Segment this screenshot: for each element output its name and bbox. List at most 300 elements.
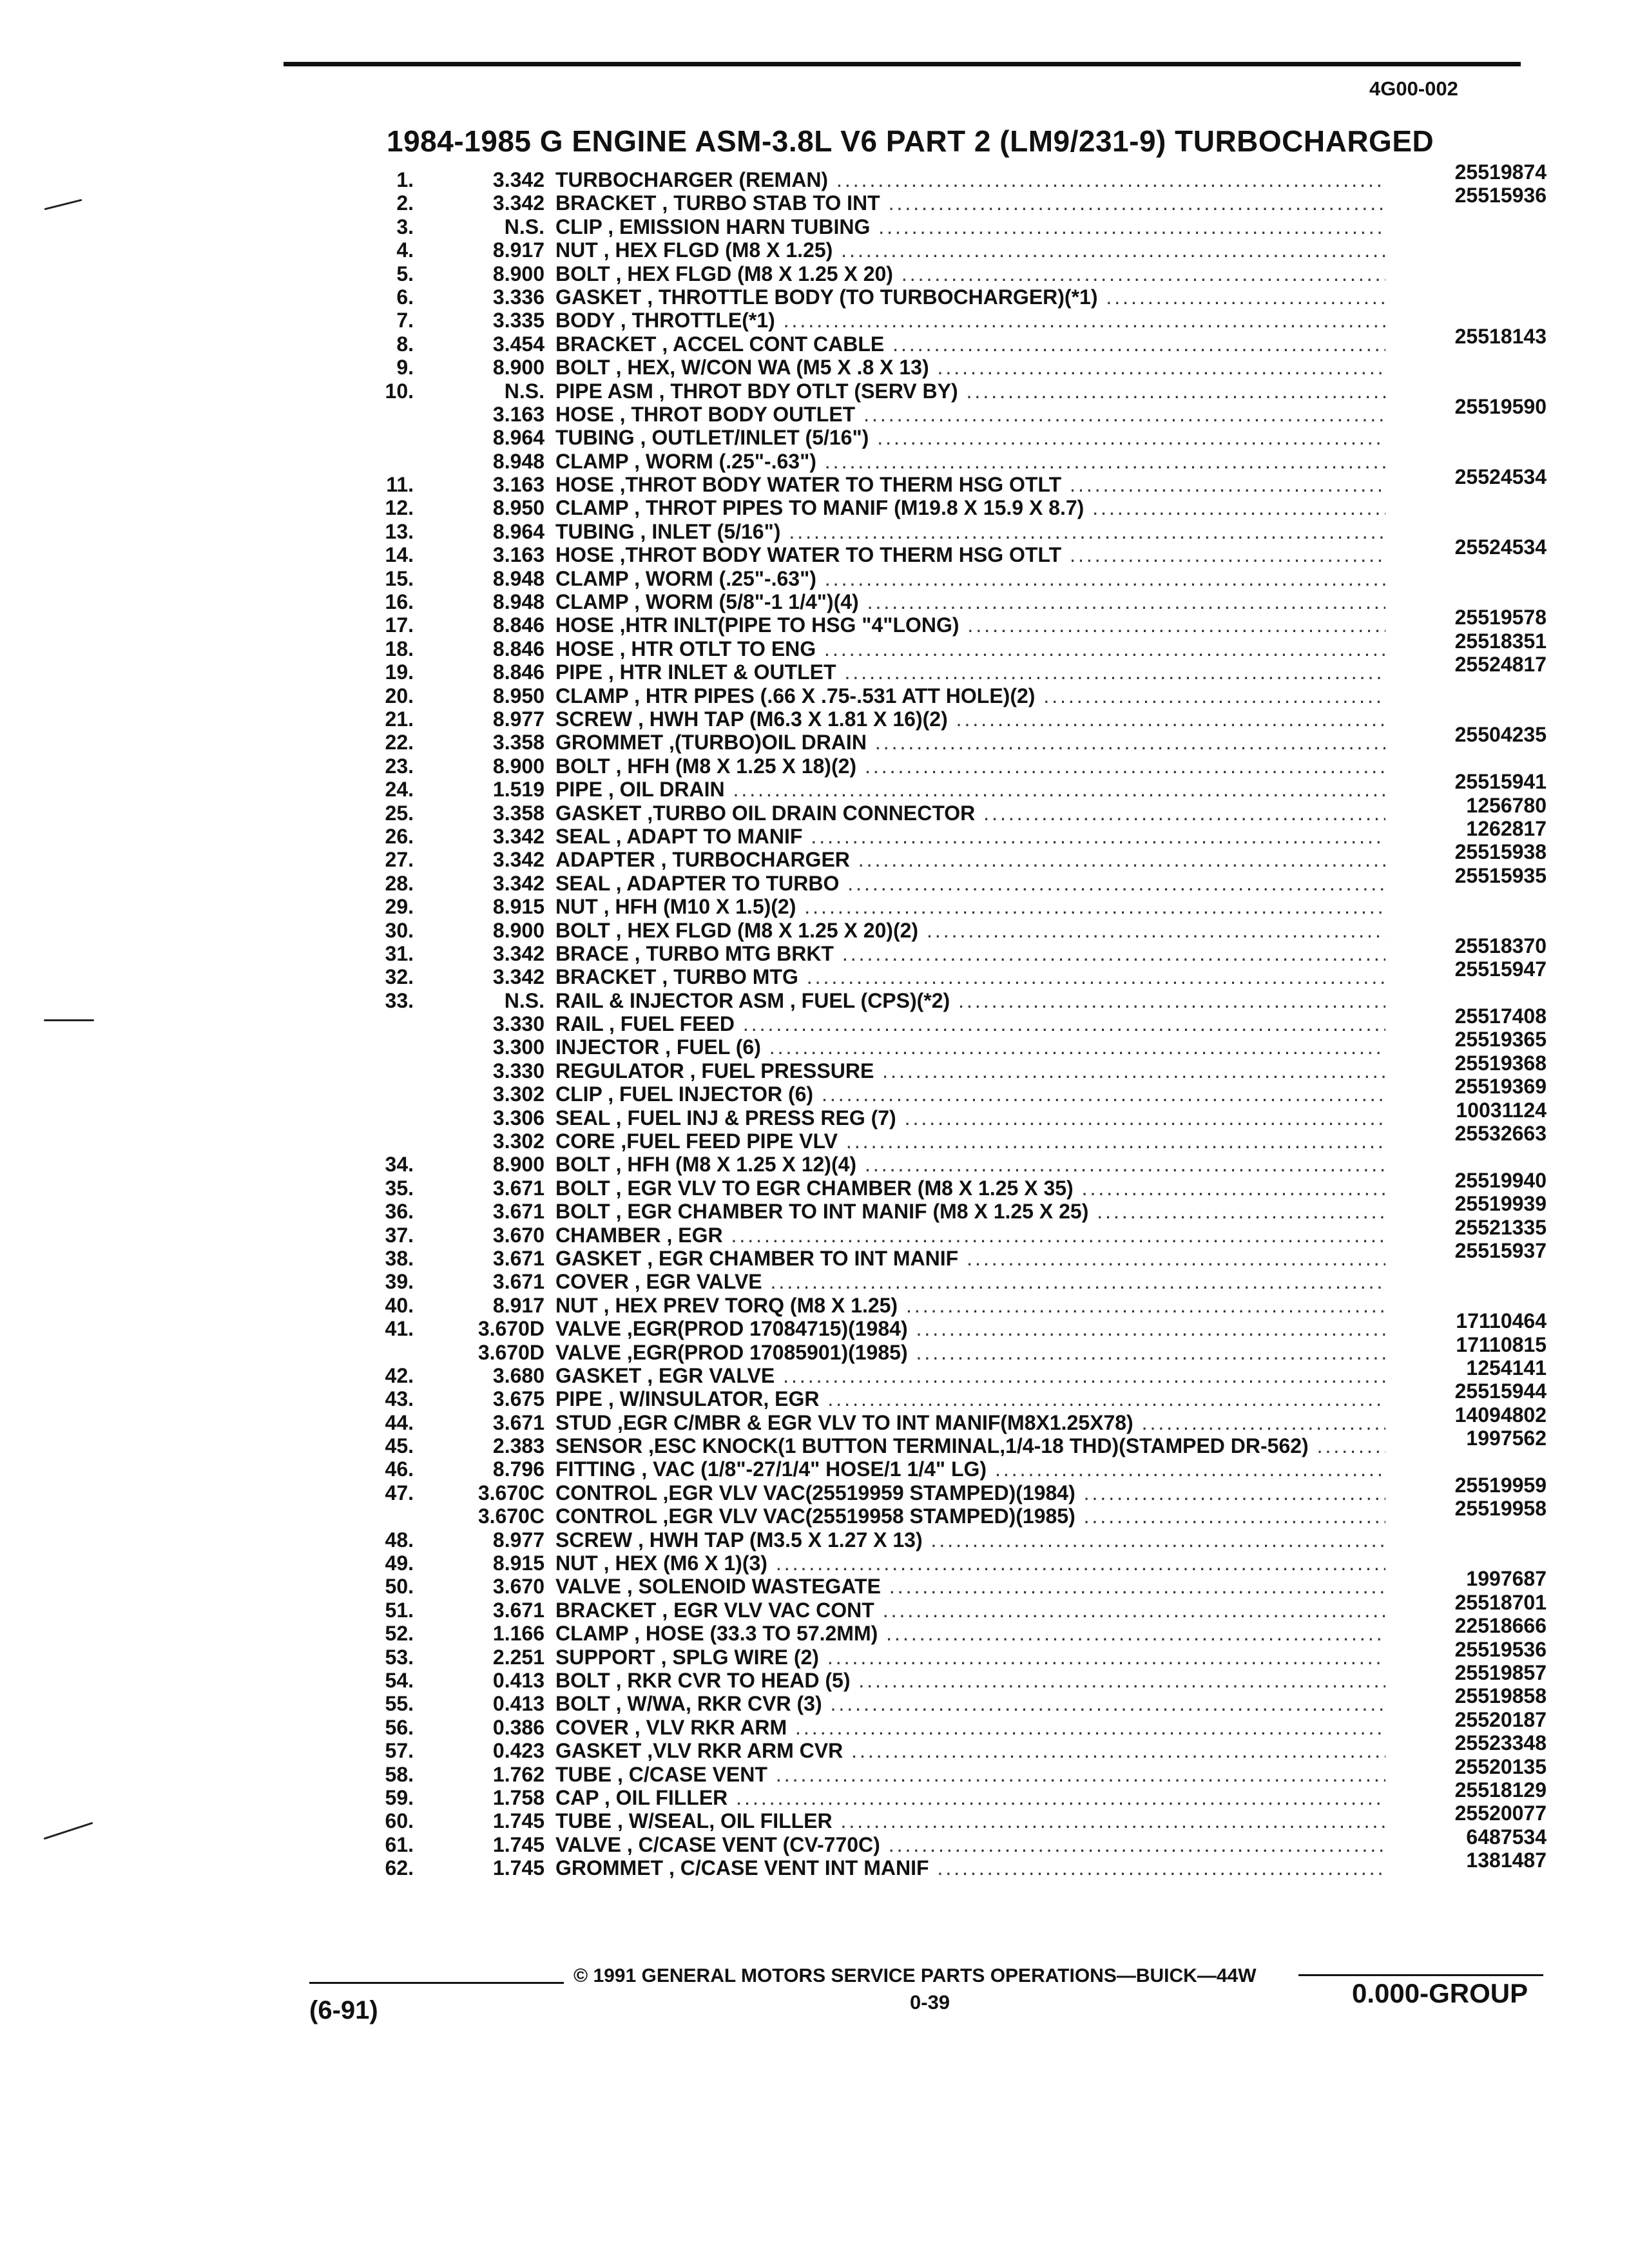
catalog-group: 0.423 (492, 1739, 545, 1763)
part-description: FITTING , VAC (1/8"-27/1/4" HOSE/1 1/4" LG) ..... (555, 1457, 1385, 1481)
part-description: CHAMBER , EGR ..... (555, 1224, 1385, 1247)
part-row (348, 1004, 1547, 1036)
part-description: BODY , THROTTLE(*1) ..... (555, 309, 1385, 332)
part-row (348, 1098, 1547, 1129)
catalog-group: 3.163 (492, 543, 545, 567)
item-number: 49. (385, 1552, 414, 1575)
copyright-notice: © 1991 GENERAL MOTORS SERVICE PARTS OPERATIONS—BUICK—44W (574, 1965, 1257, 1986)
part-description: PIPE ASM , THROT BDY OTLT (SERV BY) ..... (555, 380, 1385, 403)
item-number: 4. (396, 238, 414, 262)
part-number: 17110464 (1456, 1309, 1547, 1333)
item-number: 28. (385, 871, 414, 895)
part-row (348, 707, 1547, 731)
catalog-group: 3.670 (492, 1575, 545, 1599)
part-description: SCREW , HWH TAP (M6.3 X 1.81 X 16)(2) ..... (555, 707, 1385, 731)
part-description: GASKET ,VLV RKR ARM CVR ..... (555, 1739, 1385, 1762)
part-description: CLAMP , HTR PIPES (.66 X .75-.531 ATT HOLE)(2) ..... (555, 684, 1385, 707)
item-number: 26. (385, 824, 414, 848)
part-description: SEAL , ADAPT TO MANIF ..... (555, 825, 1385, 848)
part-description: RAIL , FUEL FEED ..... (555, 1012, 1385, 1035)
part-row (348, 1356, 1547, 1387)
part-description: ADAPTER , TURBOCHARGER ..... (555, 848, 1385, 871)
part-row (348, 1707, 1547, 1739)
item-number: 16. (385, 590, 414, 614)
item-number: 43. (385, 1387, 414, 1411)
part-row (348, 1153, 1547, 1176)
part-description: VALVE , SOLENOID WASTEGATE ..... (555, 1575, 1385, 1598)
catalog-group: 0.413 (492, 1669, 545, 1692)
catalog-group: N.S. (504, 988, 545, 1012)
part-row (348, 1590, 1547, 1622)
part-description: PIPE , HTR INLET & OUTLET ..... (555, 660, 1385, 684)
item-number: 25. (385, 801, 414, 825)
part-row (348, 1238, 1547, 1270)
part-description: RAIL & INJECTOR ASM , FUEL (CPS)(*2) ..... (555, 989, 1385, 1012)
part-number: 25524534 (1454, 465, 1547, 489)
part-row (348, 989, 1547, 1012)
catalog-group: 0.386 (492, 1715, 545, 1739)
part-row (348, 957, 1547, 989)
part-number: 25518701 (1454, 1590, 1547, 1614)
part-number: 25520135 (1454, 1754, 1547, 1778)
item-number: 47. (385, 1481, 414, 1504)
catalog-group: 8.948 (492, 449, 545, 473)
catalog-group: 8.948 (492, 566, 545, 590)
item-number: 13. (385, 519, 414, 543)
part-number: 1997687 (1466, 1567, 1547, 1591)
footer-rule-left (309, 1982, 564, 1984)
catalog-group: 8.964 (492, 426, 545, 450)
part-row (348, 567, 1547, 590)
part-number: 6487534 (1466, 1825, 1547, 1849)
part-number: 25515935 (1454, 863, 1547, 887)
part-description: BOLT , HEX FLGD (M8 X 1.25 X 20)(2) ..... (555, 919, 1385, 942)
part-number: 25515944 (1454, 1379, 1547, 1403)
part-description: TURBOCHARGER (REMAN) ..... (555, 168, 1385, 191)
part-number: 25519858 (1454, 1684, 1547, 1708)
catalog-group: 3.680 (492, 1363, 545, 1387)
part-description: CLAMP , THROT PIPES TO MANIF (M19.8 X 15.9 X 8.7) ..... (555, 496, 1385, 519)
item-number: 17. (385, 613, 414, 637)
catalog-group: 1.519 (492, 778, 545, 802)
part-number: 25519959 (1454, 1473, 1547, 1497)
part-description: BOLT , HEX, W/CON WA (M5 X .8 X 13) ..... (555, 356, 1385, 379)
item-number: 55. (385, 1692, 414, 1716)
catalog-group: 8.846 (492, 613, 545, 637)
item-number: 36. (385, 1200, 414, 1224)
part-row (348, 590, 1547, 613)
page-number: 0-39 (910, 1991, 950, 2013)
part-row (348, 863, 1547, 895)
item-number: 51. (385, 1598, 414, 1622)
item-number: 19. (385, 660, 414, 684)
part-number: 25515936 (1454, 184, 1547, 207)
margin-mark (44, 199, 82, 210)
part-number: 25519536 (1454, 1637, 1547, 1661)
item-number: 61. (385, 1832, 414, 1856)
catalog-group: 3.358 (492, 731, 545, 754)
part-description: CLAMP , WORM (5/8"-1 1/4")(4) ..... (555, 590, 1385, 613)
item-number: 2. (396, 191, 414, 215)
catalog-group: 2.383 (492, 1434, 545, 1458)
part-row (348, 1075, 1547, 1106)
catalog-group: 3.163 (492, 402, 545, 426)
part-row (348, 1473, 1547, 1504)
part-number: 25515937 (1454, 1238, 1547, 1262)
part-description: HOSE ,THROT BODY WATER TO THERM HSG OTLT ..... (555, 543, 1385, 566)
item-number: 18. (385, 637, 414, 660)
part-number: 25519365 (1454, 1028, 1547, 1052)
part-description: CLAMP , WORM (.25"-.63") ..... (555, 450, 1385, 473)
part-description: NUT , HEX FLGD (M8 X 1.25) ..... (555, 238, 1385, 262)
catalog-group: 2.251 (492, 1645, 545, 1669)
item-number: 37. (385, 1223, 414, 1247)
catalog-group: 3.670D (477, 1317, 545, 1341)
part-row (348, 465, 1547, 497)
item-number: 29. (385, 895, 414, 919)
part-row (348, 496, 1547, 519)
catalog-group: 3.342 (492, 871, 545, 895)
page-title: 1984-1985 G ENGINE ASM-3.8L V6 PART 2 (LM9/231-9) TURBOCHARGED (387, 124, 1434, 158)
item-number: 30. (385, 918, 414, 942)
part-number: 25519940 (1454, 1168, 1547, 1192)
catalog-group: 8.948 (492, 590, 545, 614)
part-number: 25517408 (1454, 1004, 1547, 1028)
catalog-group: 3.358 (492, 801, 545, 825)
catalog-group: 8.964 (492, 519, 545, 543)
part-description: TUBE , W/SEAL, OIL FILLER ..... (555, 1809, 1385, 1832)
item-number: 38. (385, 1246, 414, 1270)
part-description: SUPPORT , SPLG WIRE (2) ..... (555, 1646, 1385, 1669)
part-description: PIPE , OIL DRAIN ..... (555, 778, 1385, 801)
catalog-group: 3.670C (477, 1504, 545, 1528)
catalog-group: 8.900 (492, 1153, 545, 1177)
part-description: BRACE , TURBO MTG BRKT ..... (555, 942, 1385, 965)
catalog-group: 8.915 (492, 1552, 545, 1575)
part-description: BOLT , RKR CVR TO HEAD (5) ..... (555, 1669, 1385, 1692)
part-row (348, 919, 1547, 942)
part-number: 25518129 (1454, 1778, 1547, 1802)
item-number: 33. (385, 988, 414, 1012)
part-row (348, 793, 1547, 825)
part-row (348, 1684, 1547, 1716)
part-number: 10031124 (1456, 1098, 1547, 1122)
part-number: 25518370 (1454, 934, 1547, 957)
item-number: 7. (396, 309, 414, 332)
catalog-group: 3.671 (492, 1246, 545, 1270)
item-number: 10. (385, 379, 414, 403)
part-number: 25519958 (1454, 1497, 1547, 1521)
catalog-group: 3.670 (492, 1223, 545, 1247)
item-number: 14. (385, 543, 414, 567)
item-number: 50. (385, 1575, 414, 1599)
part-number: 1997562 (1466, 1427, 1547, 1450)
catalog-group: 1.745 (492, 1856, 545, 1880)
catalog-group: 8.900 (492, 754, 545, 778)
item-number: 56. (385, 1715, 414, 1739)
catalog-group: 1.745 (492, 1832, 545, 1856)
part-description: COVER , VLV RKR ARM ..... (555, 1716, 1385, 1739)
catalog-group: 3.342 (492, 848, 545, 872)
item-number: 58. (385, 1762, 414, 1786)
part-number: 1256780 (1466, 793, 1547, 817)
part-row (348, 1457, 1547, 1481)
part-description: BRACKET , TURBO MTG ..... (555, 965, 1385, 988)
part-description: CORE ,FUEL FEED PIPE VLV ..... (555, 1129, 1385, 1153)
item-number: 21. (385, 707, 414, 731)
part-description: NUT , HFH (M10 X 1.5)(2) ..... (555, 895, 1385, 918)
margin-mark (43, 1822, 93, 1840)
part-row (348, 840, 1547, 872)
part-row (348, 934, 1547, 965)
part-row (348, 394, 1547, 426)
item-number: 8. (396, 332, 414, 356)
catalog-group: 3.306 (492, 1106, 545, 1129)
part-description: BOLT , HFH (M8 X 1.25 X 18)(2) ..... (555, 754, 1385, 778)
item-number: 35. (385, 1176, 414, 1200)
part-row (348, 1168, 1547, 1200)
catalog-group: 3.302 (492, 1129, 545, 1153)
part-number: 25515947 (1454, 957, 1547, 981)
item-number: 12. (385, 496, 414, 520)
part-description: CONTROL ,EGR VLV VAC(25519959 STAMPED)(1984) ..... (555, 1481, 1385, 1504)
part-row (348, 1028, 1547, 1059)
part-row (348, 816, 1547, 848)
item-number: 3. (396, 215, 414, 238)
item-number: 23. (385, 754, 414, 778)
item-number: 54. (385, 1669, 414, 1692)
part-number: 25519590 (1454, 394, 1547, 418)
part-row (348, 262, 1547, 285)
part-number: 25515941 (1454, 770, 1547, 794)
part-row (348, 1497, 1547, 1528)
part-number: 14094802 (1454, 1403, 1547, 1427)
part-row (348, 629, 1547, 660)
part-description: CLIP , EMISSION HARN TUBING ..... (555, 215, 1385, 238)
part-number: 25519369 (1454, 1075, 1547, 1099)
part-row (348, 324, 1547, 356)
part-row (348, 215, 1547, 238)
part-number: 1381487 (1466, 1849, 1547, 1872)
part-description: GASKET , EGR VALVE ..... (555, 1364, 1385, 1387)
part-row (348, 1567, 1547, 1599)
part-row (348, 356, 1547, 379)
catalog-group: 8.977 (492, 707, 545, 731)
part-description: GROMMET ,(TURBO)OIL DRAIN ..... (555, 731, 1385, 754)
catalog-group: 3.330 (492, 1012, 545, 1036)
part-row (348, 1528, 1547, 1552)
part-row (348, 426, 1547, 449)
item-number: 24. (385, 778, 414, 802)
part-description: CLAMP , WORM (.25"-.63") ..... (555, 567, 1385, 590)
part-number: 25524817 (1454, 653, 1547, 677)
margin-mark (44, 1019, 94, 1021)
catalog-group: 3.670D (477, 1340, 545, 1364)
part-row (348, 1825, 1547, 1856)
part-description: TUBE , C/CASE VENT ..... (555, 1763, 1385, 1786)
catalog-group: 3.342 (492, 168, 545, 191)
part-number: 25521335 (1454, 1215, 1547, 1239)
part-description: CLAMP , HOSE (33.3 TO 57.2MM) ..... (555, 1622, 1385, 1645)
parts-list (348, 160, 1547, 1880)
item-number: 44. (385, 1410, 414, 1434)
part-number: 25504235 (1454, 723, 1547, 747)
item-number: 22. (385, 731, 414, 754)
page-code: 4G00-002 (1369, 77, 1458, 100)
part-row (348, 895, 1547, 918)
part-row (348, 1379, 1547, 1411)
item-number: 41. (385, 1317, 414, 1341)
item-number: 59. (385, 1785, 414, 1809)
part-number: 22518666 (1454, 1614, 1547, 1638)
part-number: 25518143 (1454, 324, 1547, 348)
part-row (348, 1637, 1547, 1669)
catalog-group: 3.671 (492, 1176, 545, 1200)
catalog-group: N.S. (504, 215, 545, 238)
item-number: 57. (385, 1739, 414, 1763)
catalog-group: 3.342 (492, 965, 545, 989)
part-description: VALVE ,EGR(PROD 17085901)(1985) ..... (555, 1341, 1385, 1364)
part-row (348, 653, 1547, 684)
catalog-group: 8.796 (492, 1457, 545, 1481)
catalog-group: 3.675 (492, 1387, 545, 1411)
group-label: 0.000-GROUP (1352, 1978, 1528, 2008)
item-number: 45. (385, 1434, 414, 1458)
item-number: 1. (396, 168, 414, 191)
part-row (348, 238, 1547, 262)
catalog-group: 3.454 (492, 332, 545, 356)
part-row (348, 1215, 1547, 1247)
catalog-group: 3.330 (492, 1059, 545, 1082)
part-row (348, 1294, 1547, 1317)
part-row (348, 1051, 1547, 1082)
part-description: SENSOR ,ESC KNOCK(1 BUTTON TERMINAL,1/4-18 THD)(STAMPED DR-562) ..... (555, 1434, 1385, 1457)
item-number: 40. (385, 1293, 414, 1317)
part-description: SEAL , FUEL INJ & PRESS REG (7) ..... (555, 1106, 1385, 1129)
part-description: CONTROL ,EGR VLV VAC(25519958 STAMPED)(1985) ..... (555, 1504, 1385, 1528)
part-row (348, 1552, 1547, 1575)
part-row (348, 1192, 1547, 1224)
item-number: 9. (396, 356, 414, 380)
item-number: 32. (385, 965, 414, 989)
part-row (348, 1332, 1547, 1364)
part-row (348, 1661, 1547, 1692)
catalog-group: 1.745 (492, 1809, 545, 1833)
part-number: 25520187 (1454, 1707, 1547, 1731)
part-number: 25519368 (1454, 1051, 1547, 1075)
part-row (348, 770, 1547, 802)
part-number: 25518351 (1454, 629, 1547, 653)
catalog-group: 8.977 (492, 1528, 545, 1552)
catalog-group: 3.335 (492, 309, 545, 332)
part-number: 25519578 (1454, 606, 1547, 629)
catalog-group: 8.917 (492, 1293, 545, 1317)
part-description: REGULATOR , FUEL PRESSURE ..... (555, 1059, 1385, 1082)
part-row (348, 160, 1547, 191)
catalog-group: 8.846 (492, 637, 545, 660)
catalog-group: 1.762 (492, 1762, 545, 1786)
part-number: 25520077 (1454, 1802, 1547, 1825)
item-number: 5. (396, 262, 414, 285)
part-row (348, 1403, 1547, 1434)
part-number: 1254141 (1466, 1356, 1547, 1379)
part-description: STUD ,EGR C/MBR & EGR VLV TO INT MANIF(M8X1.25X78) ..... (555, 1411, 1385, 1434)
part-description: COVER , EGR VALVE ..... (555, 1270, 1385, 1293)
catalog-group: 1.758 (492, 1785, 545, 1809)
catalog-group: 3.671 (492, 1410, 545, 1434)
catalog-group: 3.336 (492, 285, 545, 309)
item-number: 60. (385, 1809, 414, 1833)
part-description: HOSE ,HTR INLT(PIPE TO HSG "4"LONG) ..... (555, 613, 1385, 637)
part-description: BOLT , EGR VLV TO EGR CHAMBER (M8 X 1.25 X 35) ..... (555, 1177, 1385, 1200)
catalog-group: 8.950 (492, 684, 545, 707)
part-row (348, 309, 1547, 332)
part-number: 25524534 (1454, 535, 1547, 559)
part-row (348, 723, 1547, 754)
catalog-group: 3.671 (492, 1200, 545, 1224)
catalog-group: 3.163 (492, 473, 545, 497)
part-row (348, 1614, 1547, 1646)
catalog-group: 8.917 (492, 238, 545, 262)
part-description: INJECTOR , FUEL (6) ..... (555, 1035, 1385, 1059)
part-description: SEAL , ADAPTER TO TURBO ..... (555, 872, 1385, 895)
part-number: 25519874 (1454, 160, 1547, 184)
catalog-group: 0.413 (492, 1692, 545, 1716)
catalog-group: 8.900 (492, 356, 545, 380)
part-number: 25523348 (1454, 1731, 1547, 1755)
part-row (348, 380, 1547, 403)
item-number: 31. (385, 941, 414, 965)
catalog-group: 3.342 (492, 941, 545, 965)
part-description: VALVE , C/CASE VENT (CV-770C) ..... (555, 1833, 1385, 1856)
part-row (348, 1427, 1547, 1458)
part-row (348, 184, 1547, 215)
part-row (348, 285, 1547, 309)
part-row (348, 1754, 1547, 1786)
part-description: GASKET ,TURBO OIL DRAIN CONNECTOR ..... (555, 802, 1385, 825)
part-description: PIPE , W/INSULATOR, EGR ..... (555, 1387, 1385, 1410)
part-number: 25532663 (1454, 1122, 1547, 1146)
item-number: 62. (385, 1856, 414, 1880)
catalog-group: 3.671 (492, 1598, 545, 1622)
catalog-group: 3.671 (492, 1270, 545, 1294)
part-description: CLIP , FUEL INJECTOR (6) ..... (555, 1082, 1385, 1106)
item-number: 53. (385, 1645, 414, 1669)
part-description: VALVE ,EGR(PROD 17084715)(1984) ..... (555, 1317, 1385, 1340)
part-row (348, 1309, 1547, 1341)
catalog-group: 3.342 (492, 824, 545, 848)
part-row (348, 1122, 1547, 1153)
part-row (348, 450, 1547, 473)
catalog-group: 8.915 (492, 895, 545, 919)
catalog-group: 3.300 (492, 1035, 545, 1059)
catalog-group: 8.950 (492, 496, 545, 520)
item-number: 27. (385, 848, 414, 872)
part-description: TUBING , INLET (5/16") ..... (555, 520, 1385, 543)
part-description: GASKET , THROTTLE BODY (TO TURBOCHARGER)(*1) ..... (555, 285, 1385, 309)
catalog-group: 8.846 (492, 660, 545, 684)
date-code: (6-91) (309, 1996, 378, 2024)
catalog-group: N.S. (504, 379, 545, 403)
part-description: BRACKET , EGR VLV VAC CONT ..... (555, 1599, 1385, 1622)
catalog-group: 3.670C (477, 1481, 545, 1504)
part-description: BOLT , HEX FLGD (M8 X 1.25 X 20) ..... (555, 262, 1385, 285)
part-row (348, 1270, 1547, 1293)
item-number: 34. (385, 1153, 414, 1177)
part-description: NUT , HEX (M6 X 1)(3) ..... (555, 1552, 1385, 1575)
item-number: 52. (385, 1622, 414, 1646)
item-number: 6. (396, 285, 414, 309)
